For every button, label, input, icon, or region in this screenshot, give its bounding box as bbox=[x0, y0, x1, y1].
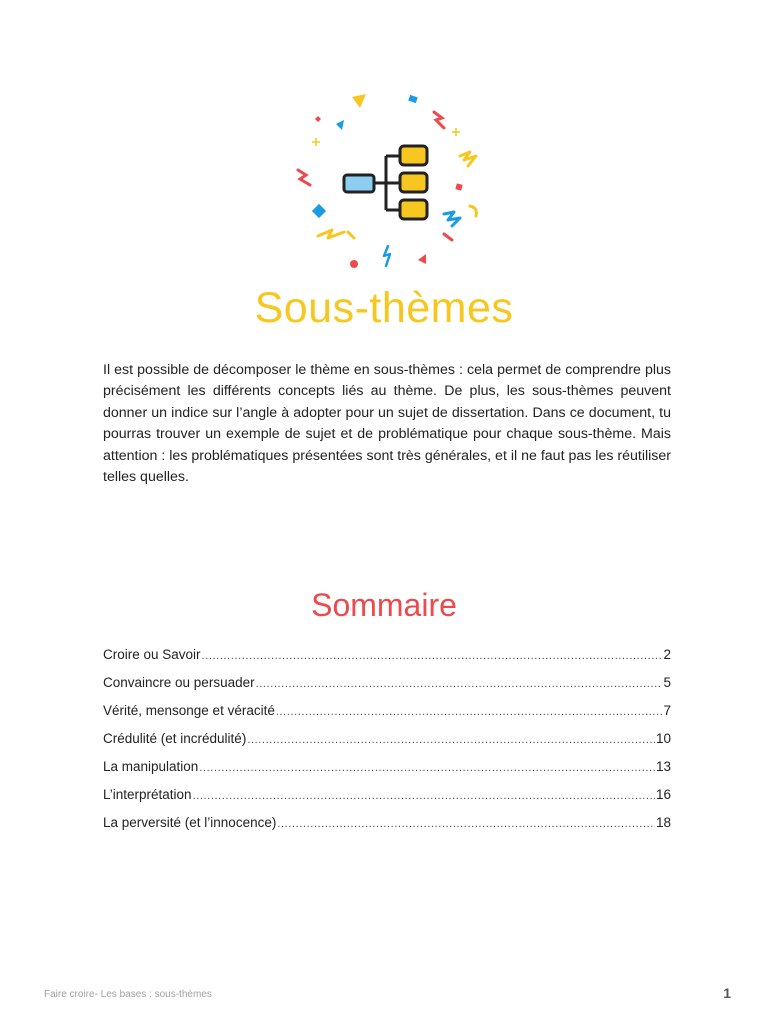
toc-item-label: Crédulité (et incrédulité) bbox=[103, 731, 247, 746]
toc-item-verite-mensonge-veracite[interactable] bbox=[103, 703, 671, 731]
toc-dot-leader bbox=[256, 678, 663, 690]
tree-diagram-icon bbox=[284, 84, 494, 278]
page-number: 1 bbox=[723, 985, 731, 1001]
toc-item-page: 5 bbox=[663, 675, 671, 690]
toc-item-label: L’interprétation bbox=[103, 787, 192, 802]
toc-item-label: Convaincre ou persuader bbox=[103, 675, 255, 690]
page-title: Sous-thèmes bbox=[254, 284, 514, 332]
toc-item-interpretation[interactable] bbox=[103, 787, 671, 815]
toc-item-perversite[interactable] bbox=[103, 815, 671, 843]
toc-dot-leader bbox=[276, 706, 663, 718]
toc-item-page: 7 bbox=[663, 703, 671, 718]
toc-item-page: 2 bbox=[663, 647, 671, 662]
toc-dot-leader bbox=[277, 818, 655, 830]
toc-item-label: La manipulation bbox=[103, 759, 199, 774]
toc-item-page: 13 bbox=[655, 759, 671, 774]
toc-dot-leader bbox=[202, 650, 663, 662]
footer-text: Faire croire- Les bases : sous-thèmes bbox=[44, 989, 212, 1000]
toc-item-label: Croire ou Savoir bbox=[103, 647, 201, 662]
toc-dot-leader bbox=[193, 790, 655, 802]
intro-paragraph: Il est possible de décomposer le thème en sous-thèmes : cela permet de comprendre plus précisément les différents concepts liés au thème. De plus, les sous-thèmes peuvent donner un indice sur l’angle à adopter pour un sujet de dissertation. Dans ce document, tu pourras trouver un exemple de sujet et de problématique pour chaque sous-thème. Mais attention : les problématiques présentées sont très générales, et il ne faut pas les réutiliser telles quelles. bbox=[103, 362, 671, 486]
toc-item-label: Vérité, mensonge et véracité bbox=[103, 703, 275, 718]
toc-dot-leader bbox=[199, 762, 655, 774]
toc-item-croire-ou-savoir[interactable] bbox=[103, 647, 671, 675]
toc-item-label: La perversité (et l’innocence) bbox=[103, 815, 277, 830]
toc-item-page: 10 bbox=[655, 731, 671, 746]
tree-diagram bbox=[344, 146, 427, 219]
toc-item-page: 16 bbox=[655, 787, 671, 802]
toc-dot-leader bbox=[247, 734, 655, 746]
toc-item-credulite[interactable] bbox=[103, 731, 671, 759]
toc-item-manipulation[interactable] bbox=[103, 759, 671, 787]
toc-item-convaincre-ou-persuader[interactable] bbox=[103, 675, 671, 703]
toc-title: Sommaire bbox=[311, 587, 457, 623]
toc-item-page: 18 bbox=[655, 815, 671, 830]
table-of-contents bbox=[103, 647, 671, 843]
sous-themes-illustration bbox=[284, 84, 494, 278]
